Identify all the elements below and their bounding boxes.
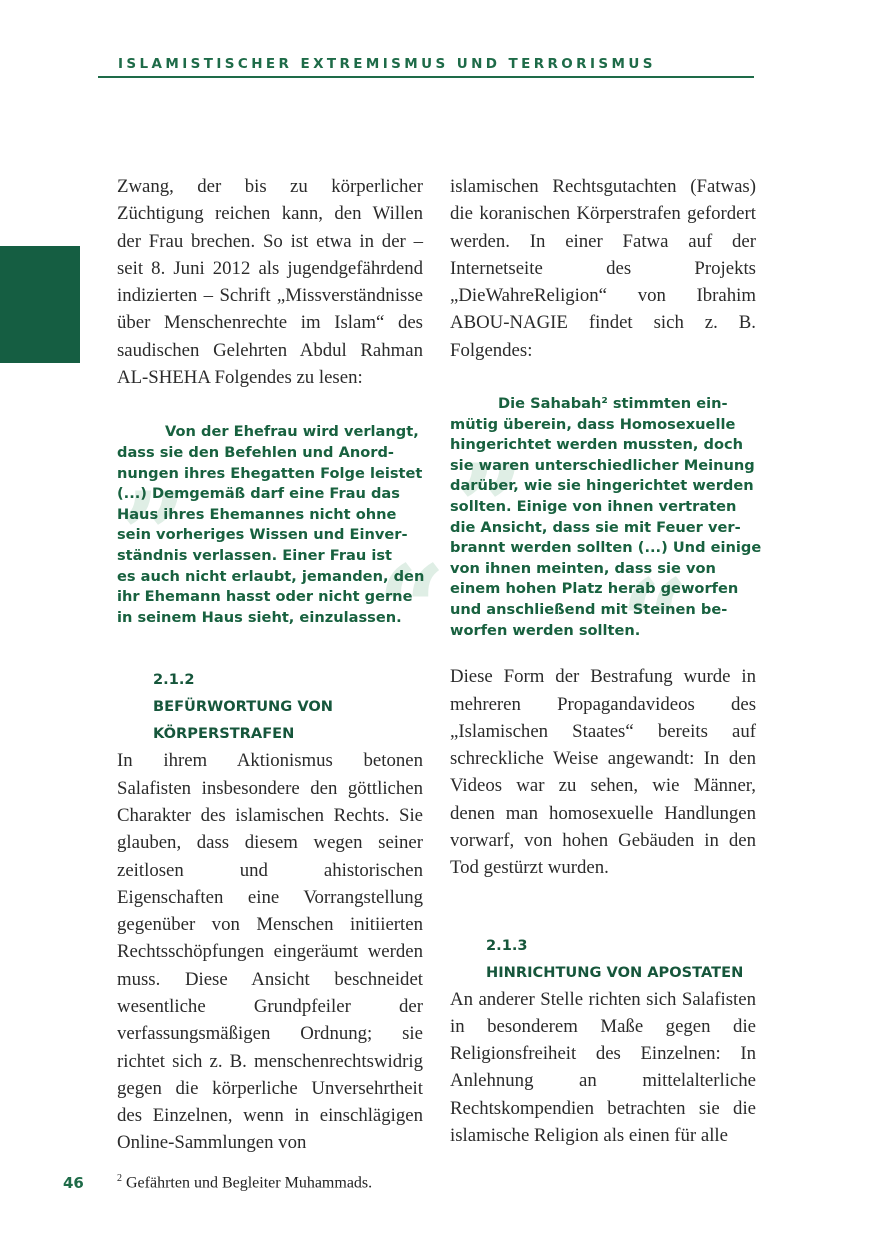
quote-line: sie waren unterschiedlicher Meinung (450, 456, 755, 474)
quote-line: hingerichtet werden mussten, doch (450, 436, 744, 454)
quote-line: in seinem Haus sieht, einzulassen. (117, 608, 402, 626)
quote-line: es auch nicht erlaubt, jemanden, den (117, 567, 425, 585)
section-title: HINRICHTUNG VON APOSTATEN (486, 963, 744, 981)
section-title-line: KÖRPERSTRAFEN (153, 725, 295, 743)
quote-line: sein vorheriges Wissen und Einver- (117, 526, 408, 544)
open-quote-mark-icon: „ (458, 369, 528, 511)
quote-line: nungen ihres Ehegatten Folge leistet (117, 464, 423, 482)
quote-line: (...) Demgemäß darf eine Frau das (117, 485, 400, 503)
left-intro-paragraph: Zwang, der bis zu körperlicher Züchtigung reichen kann, den Willen der Frau brechen. So ist etwa in der – seit 8. Juni 2012 als jugendgefährdend indizierten – Schrift „Missverständnisse über Menschenrechte im Islam“ des saudischen Gelehrten Abdul Rahman AL-SHEHA Folgendes zu lesen: (117, 176, 423, 389)
section-body-paragraph: An anderer Stelle richten sich Salafisten in besonderem Maße gegen die Religionsfreiheit des Einzelnen: In Anlehnung an mittelalterliche Rechtskompendien betrachten sie die islamische Religion als einen für alle (450, 988, 756, 1147)
quote-line: einem hohen Platz herab geworfen (450, 580, 739, 598)
section-title-line: BEFÜRWORTUNG VON (153, 698, 333, 716)
page-number: 46 (63, 1174, 84, 1192)
close-quote-mark-icon: “ (377, 539, 447, 681)
after-quote-paragraph: Diese Form der Bestrafung wurde in mehreren Propagandavideos des „Islamischen Staates“ bereits auf schreckliche Weise angewandt: In den Videos war zu sehen, wie Männer, denen man homosexuelle Handlungen vorwarf, von hohen Gebäuden in den Tod gestürzt wurden. (450, 666, 756, 879)
quote-line: mütig überein, dass Homosexuelle (450, 415, 736, 433)
quote-line: worfen werden sollten. (450, 621, 641, 639)
section-body-paragraph: In ihrem Aktionismus betonen Salafisten insbesondere den göttlichen Charakter des islamischen Rechts. Sie glauben, dass diesem wegen seiner zeitlosen und ahistorischen Eigenschaften eine Vorrangstellung gegenüber von Menschen initiierten Rechtsschöpfungen eingeräumt werden muss. Diese Ansicht beschneidet wesentliche Grundpfeiler der verfassungsmäßigen Ordnung; sie richtet sich z. B. menschenrechtswidrig gegen die körperliche Unversehrtheit des Einzelnen, wenn in einschlägigen Online-Sammlungen von (117, 750, 423, 1154)
quote-line: von ihnen meinten, dass sie von (450, 559, 716, 577)
quote-line: darüber, wie sie hingerichtet werden (450, 477, 754, 495)
left-column (117, 173, 447, 1157)
quote-line: und anschließend mit Steinen be- (450, 601, 728, 619)
quote-line: ständnis verlassen. Einer Frau ist (117, 546, 393, 564)
running-header: ISLAMISTISCHER EXTREMISMUS UND TERRORISMUS (118, 56, 656, 72)
header-divider (98, 76, 754, 78)
right-pull-quote (450, 369, 762, 695)
chapter-side-tab (0, 246, 80, 363)
quote-line: Von der Ehefrau wird verlangt, (165, 423, 419, 441)
footnote-marker: 2 (117, 1173, 122, 1184)
quote-line: Die Sahabah² stimmten ein- (498, 395, 728, 413)
close-quote-mark-icon: “ (620, 553, 690, 695)
quote-line: die Ansicht, dass sie mit Feuer ver- (450, 518, 741, 536)
section-number: 2.1.2 (153, 671, 195, 689)
footnote (117, 1173, 372, 1192)
quote-line: Haus ihres Ehemannes nicht ohne (117, 505, 397, 523)
quote-line: brannt werden sollten (...) Und einige (450, 539, 762, 557)
open-quote-mark-icon: „ (121, 397, 191, 539)
right-intro-paragraph: islamischen Rechtsgutachten (Fatwas) die koranischen Körperstrafen gefordert werden. In einer Fatwa auf der Internetseite des Projekts „DieWahreReligion“ von Ibrahim ABOU-NAGIE findet sich z. B. Folgendes: (450, 176, 756, 361)
footnote-text: Gefährten und Begleiter Muhammads. (126, 1174, 373, 1192)
right-column (450, 173, 762, 1149)
quote-line: ihr Ehemann hasst oder nicht gerne (117, 588, 413, 606)
quote-line: sollten. Einige von ihnen vertraten (450, 498, 737, 516)
section-number: 2.1.3 (486, 936, 528, 954)
section-heading-2-1-3 (450, 932, 756, 986)
quote-line: dass sie den Befehlen und Anord- (117, 443, 394, 461)
